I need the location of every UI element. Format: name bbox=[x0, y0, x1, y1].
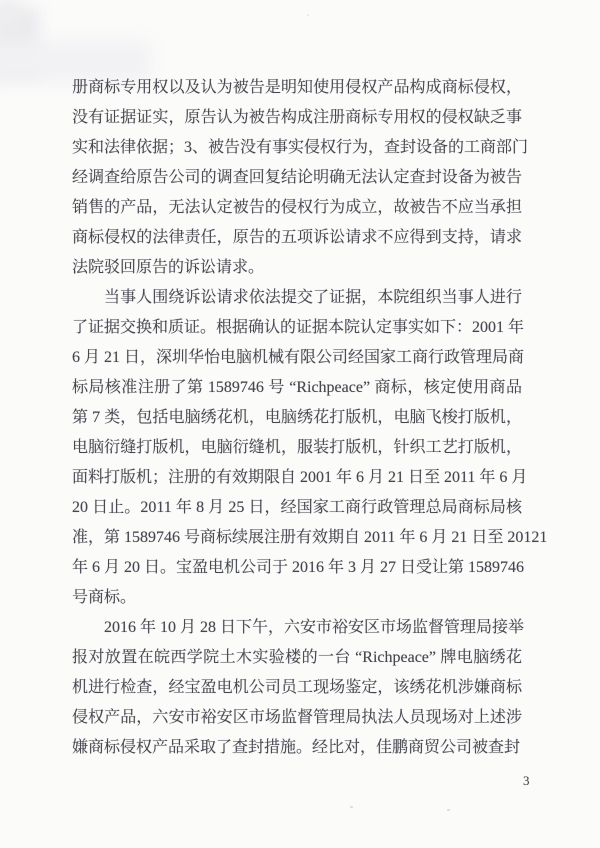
scan-shadow-artifact bbox=[0, 0, 20, 26]
text-line: 号商标。 bbox=[72, 589, 137, 606]
text-line: 20 日止。2011 年 8 月 25 日，经国家工商行政管理总局商标局核 bbox=[72, 499, 522, 516]
text-line: 没有证据证实，原告认为被告构成注册商标专用权的侵权缺乏事 bbox=[72, 109, 522, 126]
text-line: 商标侵权的法律责任，原告的五项诉讼请求不应得到支持，请求 bbox=[72, 229, 522, 246]
text-line: 机进行检查，经宝盈电机公司员工现场鉴定，该绣花机涉嫌商标 bbox=[72, 679, 522, 696]
scan-noise-dot bbox=[307, 14, 309, 16]
text-line: 报对放置在皖西学院土木实验楼的一台 “Richpeace” 牌电脑绣花 bbox=[72, 649, 522, 666]
text-line: 销售的产品，无法认定被告的侵权行为成立，故被告不应当承担 bbox=[72, 199, 522, 216]
text-line: 年 6 月 20 日。宝盈电机公司于 2016 年 3 月 27 日受让第 1589746 bbox=[72, 559, 525, 576]
text-line: 法院驳回原告的诉讼请求。 bbox=[72, 259, 265, 276]
text-line: 第 7 类，包括电脑绣花机，电脑绣花打版机，电脑飞梭打版机， bbox=[72, 409, 522, 426]
text-line: 当事人围绕诉讼请求依法提交了证据，本院组织当事人进行 bbox=[104, 289, 522, 306]
text-line: 侵权产品，六安市裕安区市场监督管理局执法人员现场对上述涉 bbox=[72, 709, 522, 726]
scan-noise-dot bbox=[447, 809, 450, 811]
text-line: 经调查给原告公司的调查回复结论明确无法认定查封设备为被告 bbox=[72, 169, 522, 186]
text-line: 实和法律依据；3、被告没有事实侵权行为，查封设备的工商部门 bbox=[72, 139, 529, 156]
text-line: 6 月 21 日，深圳华怡电脑机械有限公司经国家工商行政管理局商 bbox=[72, 349, 525, 366]
text-line: 电脑衍缝打版机，电脑衍缝机，服装打版机，针织工艺打版机， bbox=[72, 439, 522, 456]
text-line: 册商标专用权以及认为被告是明知使用侵权产品构成商标侵权， bbox=[72, 79, 522, 96]
scan-noise-dot bbox=[350, 806, 353, 808]
text-line: 2016 年 10 月 28 日下午，六安市裕安区市场监督管理局接举 bbox=[104, 619, 525, 636]
text-line: 准，第 1589746 号商标续展注册有效期自 2011 年 6 月 21 日至 20121 bbox=[72, 529, 548, 546]
text-line: 标局核准注册了第 1589746 号 “Richpeace” 商标，核定使用商品 bbox=[72, 379, 522, 396]
text-line: 了证据交换和质证。根据确认的证据本院认定事实如下：2001 年 bbox=[72, 319, 525, 336]
text-line: 嫌商标侵权产品采取了查封措施。经比对，佳鹏商贸公司被查封 bbox=[72, 739, 521, 756]
text-block bbox=[72, 73, 548, 763]
page-number: 3 bbox=[523, 773, 530, 788]
text-line: 面料打版机；注册的有效期限自 2001 年 6 月 21 日至 2011 年 6 月 bbox=[72, 469, 528, 486]
